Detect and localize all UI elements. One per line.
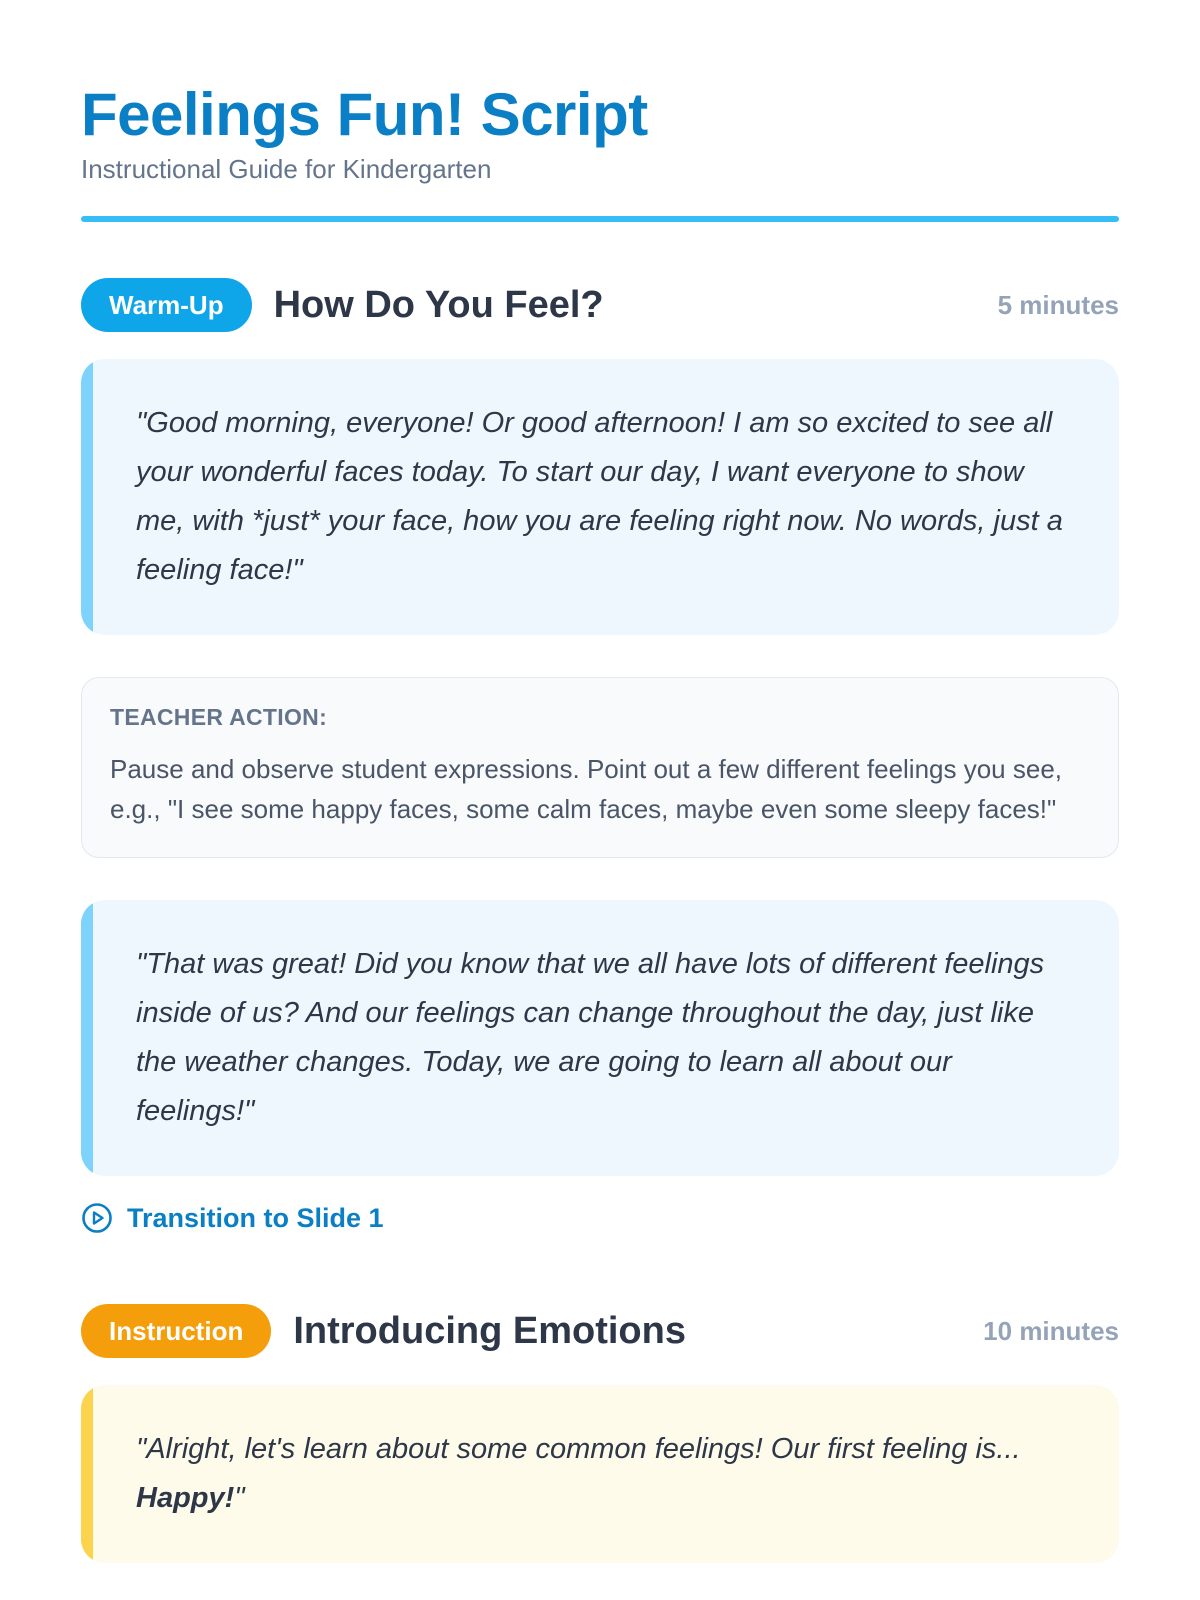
script-quote-emphasis: Happy! (136, 1482, 235, 1514)
play-circle-icon (81, 1202, 113, 1234)
section-header-instruction (81, 1304, 1119, 1358)
page-title: Feelings Fun! Script (81, 81, 648, 148)
script-quote (81, 900, 1119, 1176)
section-duration-instruction: 10 minutes (983, 1315, 1119, 1346)
section-badge-instruction: Instruction (81, 1304, 271, 1358)
section-badge-warmup: Warm-Up (81, 278, 252, 332)
script-quote-suffix: " (234, 1482, 245, 1514)
section-title-instruction: Introducing Emotions (293, 1309, 686, 1352)
script-quote-text: "That was great! Did you know that we all have lots of different feelings inside of us? And our feelings can change throughout the day, just like the weather changes. Today, we are going to learn all about our feelings!" (136, 948, 1045, 1127)
document-header (81, 0, 1119, 222)
section-header-warmup (81, 278, 1119, 332)
script-quote-text: "Good morning, everyone! Or good afternoon! I am so excited to see all your wonderful faces today. To start our day, I want everyone to show me, with *just* your face, how you are feeling right now. No words, just a feeling face!" (136, 407, 1063, 586)
script-quote (81, 359, 1119, 635)
transition-link[interactable] (81, 1202, 1119, 1234)
header-divider (81, 216, 1119, 222)
script-quote-prefix: "Alright, let's learn about some common feelings! Our first feeling is... (136, 1433, 1021, 1465)
section-title-warmup: How Do You Feel? (273, 283, 604, 326)
script-quote (81, 1385, 1119, 1563)
teacher-action-label: TEACHER ACTION: (110, 704, 328, 730)
teacher-action-box (81, 677, 1119, 858)
transition-label: Transition to Slide 1 (127, 1202, 384, 1233)
section-duration-warmup: 5 minutes (997, 289, 1119, 320)
page-subtitle: Instructional Guide for Kindergarten (81, 154, 492, 184)
teacher-action-text: Pause and observe student expressions. Point out a few different feelings you see, e.g., "I see some happy faces, some calm faces, maybe even some sleepy faces!" (110, 754, 1063, 824)
